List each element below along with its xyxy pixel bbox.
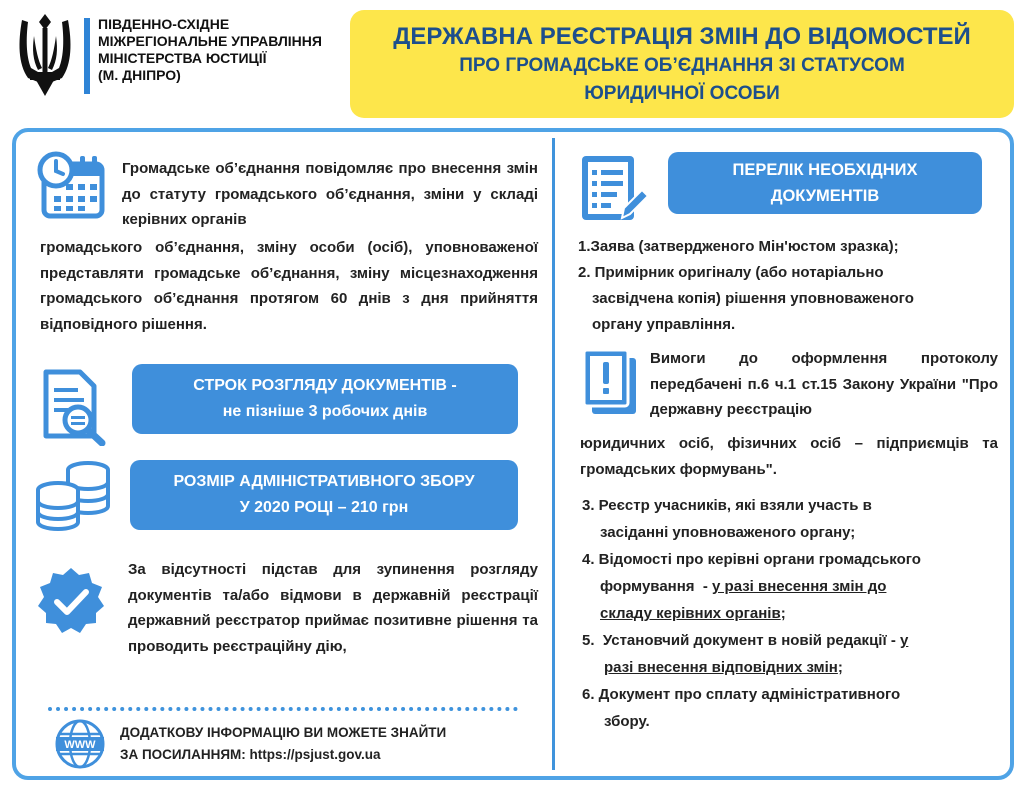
list-item-4-line-1: 4. Відомості про керівні органи громадського bbox=[582, 551, 921, 568]
organization-name bbox=[98, 16, 322, 84]
list-item-5-note: у bbox=[900, 632, 909, 649]
document-search-icon bbox=[40, 366, 110, 446]
org-line-4: (М. ДНІПРО) bbox=[98, 67, 181, 83]
review-term-line-2: не пізніше 3 робочих днів bbox=[222, 403, 428, 420]
list-item-4-line-3 bbox=[582, 600, 998, 627]
org-line-2: МІЖРЕГІОНАЛЬНЕ УПРАВЛІННЯ bbox=[98, 33, 322, 49]
list-item-1: 1.Заява (затвердженого Мін'юстом зразка); bbox=[578, 238, 899, 255]
verified-badge-icon bbox=[36, 566, 106, 636]
list-item-5-text: 5. Установчий документ в новій редакції - bbox=[582, 632, 901, 649]
admin-fee-box bbox=[130, 460, 518, 530]
calendar-clock-icon bbox=[36, 150, 108, 222]
info-line-1: ДОДАТКОВУ ІНФОРМАЦІЮ ВИ МОЖЕТЕ ЗНАЙТИ bbox=[120, 725, 447, 740]
list-item-3-line-2: засіданні уповноваженого органу; bbox=[600, 524, 856, 541]
list-item-5-line-2 bbox=[582, 654, 998, 681]
documents-list-header bbox=[668, 152, 982, 214]
admin-fee-line-1: РОЗМІР АДМІНІСТРАТИВНОГО ЗБОРУ bbox=[173, 473, 475, 490]
list-item-6-line-1: 6. Документ про сплату адміністративного bbox=[582, 686, 901, 703]
title-banner bbox=[350, 10, 1014, 118]
organization-header bbox=[12, 10, 342, 106]
admin-fee-line-2: У 2020 РОЦІ – 210 грн bbox=[239, 499, 409, 516]
list-item-5-line-1 bbox=[582, 627, 998, 654]
protocol-requirements-head: Вимоги до оформлення протоколу передбачені п.6 ч.1 ст.15 Закону України "Про державну реєстрацію bbox=[650, 350, 998, 418]
list-item-4-note: у разі внесення змін до bbox=[712, 578, 887, 595]
warning-document-icon bbox=[580, 348, 640, 418]
list-item-4-line-2 bbox=[582, 573, 998, 600]
review-term-line-1: СТРОК РОЗГЛЯДУ ДОКУМЕНТІВ - bbox=[193, 377, 457, 394]
list-item-2-line-3: органу управління. bbox=[592, 316, 736, 333]
title-line-1: ДЕРЖАВНА РЕЄСТРАЦІЯ ЗМІН ДО ВІДОМОСТЕЙ bbox=[393, 23, 971, 50]
coins-stack-icon bbox=[34, 460, 112, 532]
column-divider bbox=[552, 138, 555, 770]
list-item-4-end: ; bbox=[780, 605, 786, 622]
documents-list-bottom bbox=[582, 492, 998, 735]
review-term-box bbox=[132, 364, 518, 434]
org-line-3: МІНІСТЕРСТВА ЮСТИЦІЇ bbox=[98, 50, 267, 66]
list-item-6-line-2: збору. bbox=[604, 713, 650, 730]
dotted-separator bbox=[48, 707, 518, 711]
intro-text-tail: громадського об’єднання, зміну особи (осіб), уповноваженої представляти громадське об’єднання, зміну місцезнаходження громадського об’єднання протягом 60 днів з дня прийняття відповідного рішення. bbox=[40, 239, 538, 333]
protocol-requirements-tail: юридичних осіб, фізичних осіб – підприємців та громадських формувань". bbox=[580, 435, 998, 478]
globe-www-icon bbox=[54, 718, 106, 770]
document-checklist-icon bbox=[578, 152, 650, 224]
www-label: WWW bbox=[64, 739, 96, 751]
list-item-2-line-1: 2. Примірник оригіналу (або нотаріально bbox=[578, 264, 884, 281]
list-item-3-line-1: 3. Реєстр учасників, які взяли участь в bbox=[582, 497, 872, 514]
documents-header-line-1: ПЕРЕЛІК НЕОБХІДНИХ bbox=[732, 161, 918, 179]
list-item-5-end: ; bbox=[837, 659, 843, 676]
org-line-1: ПІВДЕННО-СХІДНЕ bbox=[98, 16, 230, 32]
trident-emblem bbox=[16, 12, 74, 102]
list-item-2-line-2: засвідчена копія) рішення уповноваженого bbox=[592, 290, 914, 307]
title-line-2: ПРО ГРОМАДСЬКЕ ОБ’ЄДНАННЯ ЗІ СТАТУСОМ bbox=[459, 55, 905, 76]
title-line-3: ЮРИДИЧНОЇ ОСОБИ bbox=[584, 83, 780, 104]
additional-info bbox=[120, 722, 540, 766]
documents-header-line-2: ДОКУМЕНТІВ bbox=[770, 187, 880, 205]
decision-text: За відсутності підстав для зупинення розгляду документів та/або відмови в державній реєстрації державний реєстратор приймає позитивне рішення та проводить реєстраційну дію, bbox=[128, 561, 538, 655]
org-accent-bar bbox=[84, 18, 90, 94]
list-item-5-note-cont: разі внесення відповідних змін bbox=[604, 659, 838, 676]
intro-text-head: Громадське об’єднання повідомляє про внесення змін до статуту громадського об’єднання, зміни у складі керівних органів bbox=[122, 160, 538, 228]
info-line-2: ЗА ПОСИЛАННЯМ: https://psjust.gov.ua bbox=[120, 747, 381, 762]
list-item-4-text: формування - bbox=[600, 578, 713, 595]
documents-list-top bbox=[578, 234, 998, 338]
list-item-4-note-cont: складу керівних органів bbox=[600, 605, 781, 622]
